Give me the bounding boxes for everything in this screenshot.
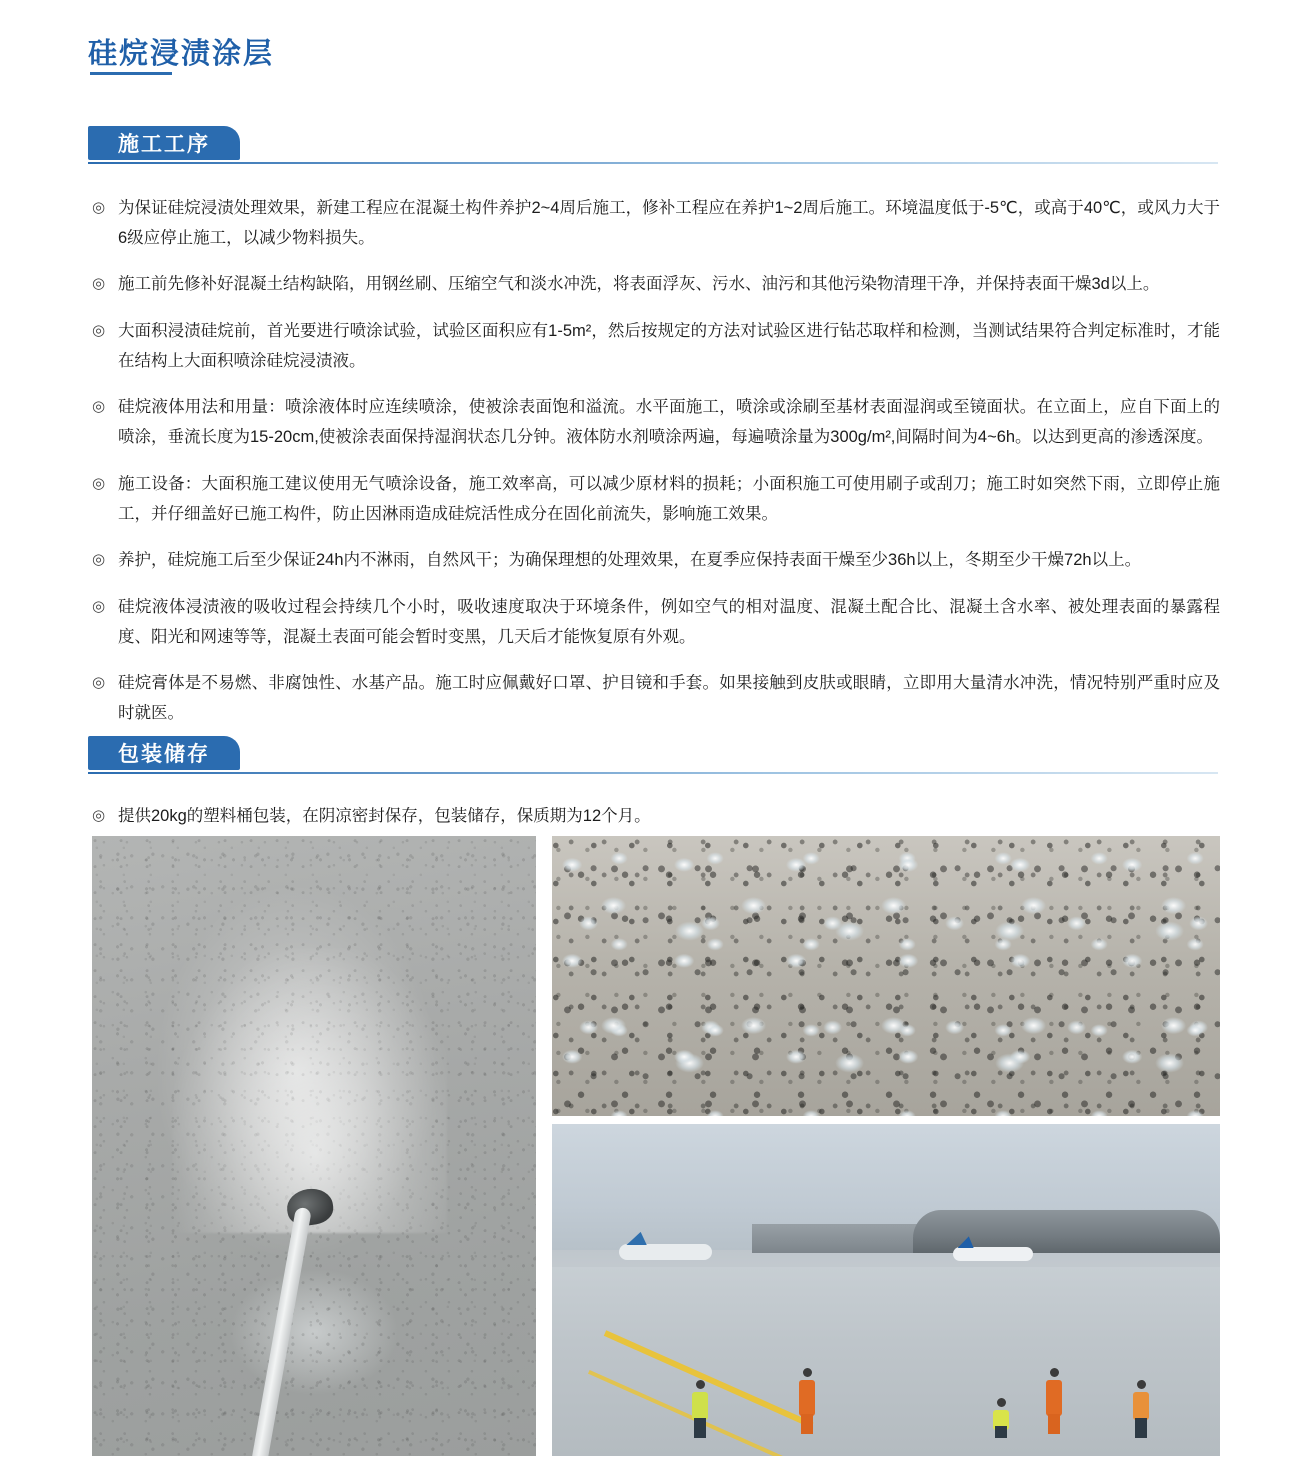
bullet-icon: ◎ bbox=[92, 806, 106, 824]
worker-figure bbox=[799, 1366, 815, 1436]
bullet-icon: ◎ bbox=[92, 321, 106, 339]
section-divider bbox=[88, 772, 1218, 774]
title-underline bbox=[90, 72, 172, 75]
list-item bbox=[92, 668, 1220, 728]
list-item bbox=[92, 545, 1220, 575]
airplane-icon bbox=[619, 1244, 713, 1261]
terminal-building-far bbox=[752, 1224, 926, 1254]
list-item-text: 为保证硅烷浸渍处理效果，新建工程应在混凝土构件养护2~4周后施工，修补工程应在养护1~2周后施工。环境温度低于-5℃，或高于40℃，或风力大于6级应停止施工，以减少物料损失。 bbox=[118, 198, 1220, 247]
photo-airport-apron-construction bbox=[552, 1124, 1220, 1456]
list-item bbox=[92, 392, 1220, 452]
list-item bbox=[92, 592, 1220, 652]
bullet-icon: ◎ bbox=[92, 275, 106, 292]
section-tag-label: 施工工序 bbox=[88, 126, 240, 160]
list-item-text: 硅烷液体用法和用量：喷涂液体时应连续喷涂，使被涂表面饱和溢流。水平面施工，喷涂或涂刷至基材表面湿润或至镜面状。在立面上，应自下面上的喷涂，垂流长度为15-20cm,使被涂表面保持湿润状态几分钟。液体防水剂喷涂两遍，每遍喷涂量为300g/m²,间隔时间为4~6h。以达到更高的渗透深度。 bbox=[118, 398, 1220, 446]
water-droplets bbox=[552, 836, 1220, 1116]
worker-figure bbox=[1133, 1378, 1149, 1436]
list-item-text: 大面积浸渍硅烷前，首光要进行喷涂试验，试验区面积应有1-5m²，然后按规定的方法对试验区进行钻芯取样和检测，当测试结果符合判定标准时，才能在结构上大面积喷涂硅烷浸渍液。 bbox=[118, 321, 1220, 370]
list-item-text: 硅烷膏体是不易燃、非腐蚀性、水基产品。施工时应佩戴好口罩、护目镜和手套。如果接触到皮肤或眼睛，立即用大量清水冲洗，情况特别严重时应及时就医。 bbox=[118, 674, 1220, 722]
bullet-icon: ◎ bbox=[92, 398, 106, 415]
worker-figure bbox=[1046, 1366, 1062, 1436]
bullet-icon: ◎ bbox=[92, 474, 106, 492]
section-divider bbox=[88, 162, 1218, 164]
page-title: 硅烷浸渍涂层 bbox=[88, 38, 275, 71]
list-item-text: 施工设备：大面积施工建议使用无气喷涂设备，施工效率高，可以减少原材料的损耗；小面积施工可使用刷子或刮刀；施工时如突然下雨，立即停止施工，并仔细盖好已施工构件，防止因淋雨造成硅烷活性成分在固化前流失，影响施工效果。 bbox=[118, 474, 1220, 523]
packaging-list bbox=[92, 784, 1220, 834]
bullet-icon: ◎ bbox=[92, 597, 106, 615]
construction-steps-list bbox=[92, 176, 1220, 731]
apron-pavement bbox=[552, 1267, 1220, 1456]
list-item-text: 施工前先修补好混凝土结构缺陷，用钢丝刷、压缩空气和淡水冲洗，将表面浮灰、污水、油污和其他污染物清理干净，并保持表面干燥3d以上。 bbox=[118, 275, 1160, 293]
section-header-construction bbox=[88, 126, 1218, 160]
photo-silane-droplets-on-aggregate bbox=[552, 836, 1220, 1116]
bullet-icon: ◎ bbox=[92, 551, 106, 568]
list-item bbox=[92, 469, 1220, 529]
section-tag-label: 包装储存 bbox=[88, 736, 240, 770]
bullet-icon: ◎ bbox=[92, 198, 106, 216]
list-item-text: 提供20kg的塑料桶包装，在阴凉密封保存，包装储存，保质期为12个月。 bbox=[118, 806, 651, 825]
list-item bbox=[92, 193, 1220, 253]
airplane-icon bbox=[953, 1247, 1033, 1262]
list-item bbox=[92, 269, 1220, 299]
list-item bbox=[92, 316, 1220, 376]
bullet-icon: ◎ bbox=[92, 674, 106, 691]
list-item-text: 硅烷液体浸渍液的吸收过程会持续几个小时，吸收速度取决于环境条件，例如空气的相对温度、混凝土配合比、混凝土含水率、被处理表面的暴露程度、阳光和网速等等，混凝土表面可能会暂时变黑，几天后才能恢复原有外观。 bbox=[118, 597, 1220, 646]
worker-figure bbox=[993, 1396, 1009, 1436]
list-item-text: 养护，硅烷施工后至少保证24h内不淋雨，自然风干；为确保理想的处理效果，在夏季应保持表面干燥至少36h以上，冬期至少干燥72h以上。 bbox=[118, 551, 1142, 569]
worker-figure bbox=[692, 1378, 708, 1436]
photo-spray-on-concrete-wall bbox=[92, 836, 536, 1456]
list-item bbox=[92, 801, 1220, 831]
section-header-packaging bbox=[88, 736, 1218, 770]
